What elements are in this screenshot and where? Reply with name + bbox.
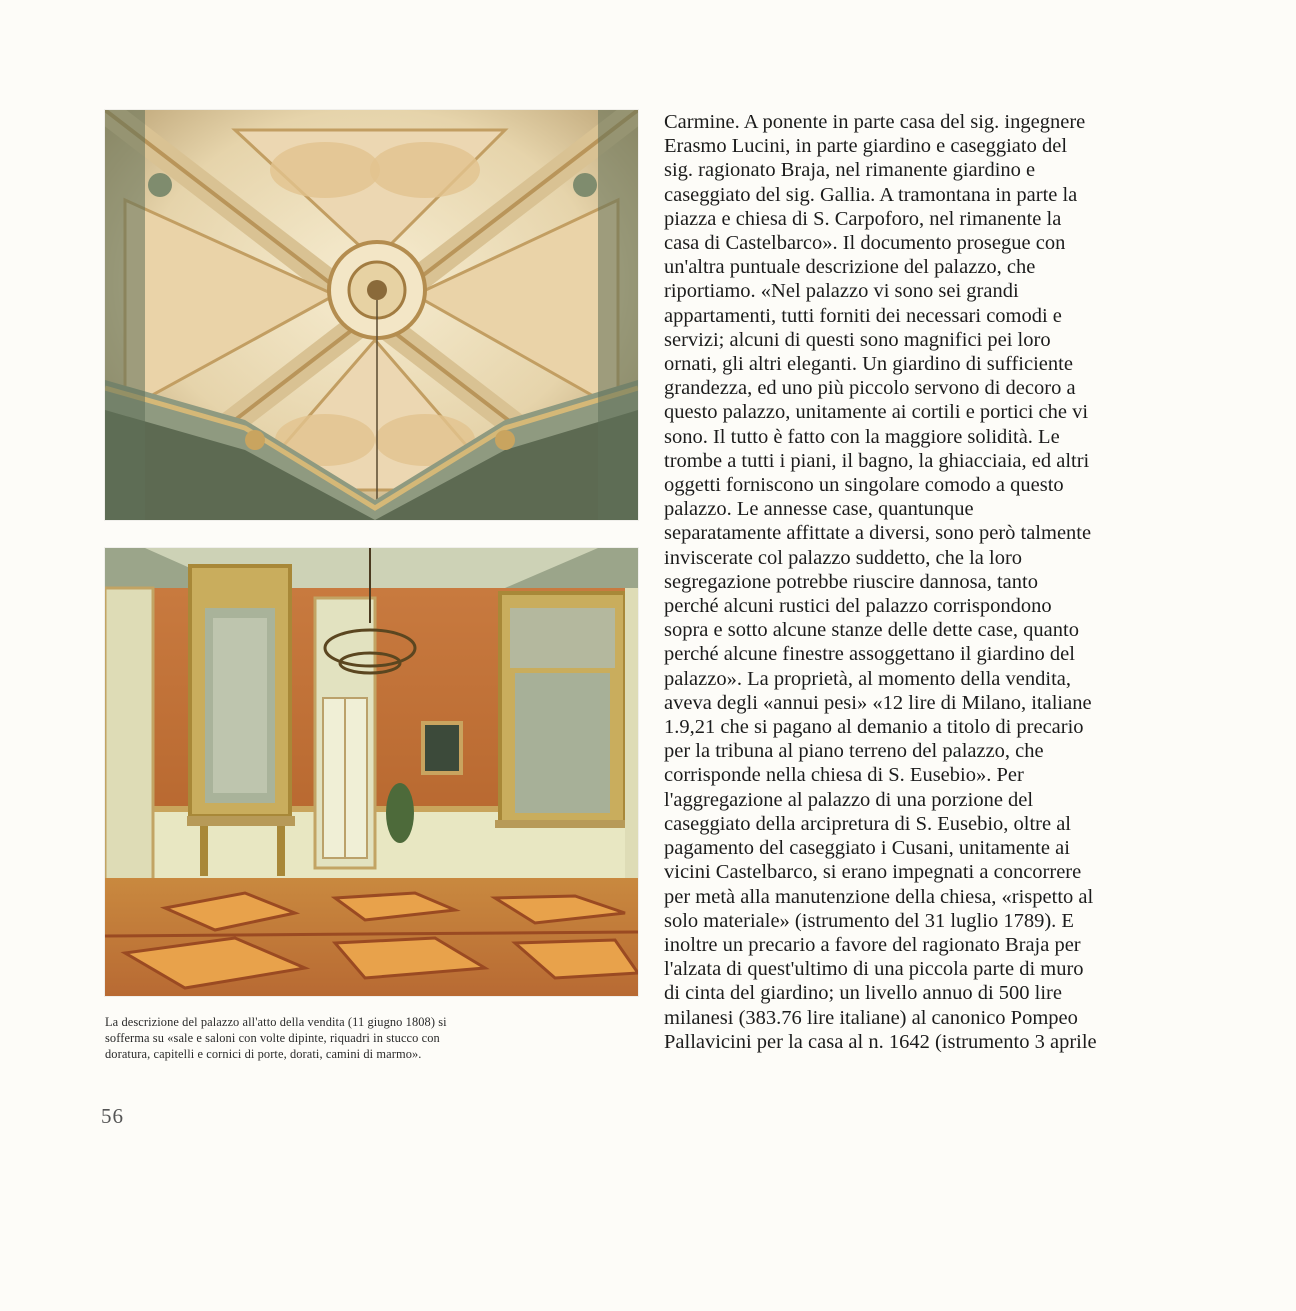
text-line: Erasmo Lucini, in parte giardino e caseggiato del xyxy=(664,135,1068,158)
text-line: l'alzata di quest'ultimo di una piccola parte di muro xyxy=(664,958,1084,981)
text-line: per la tribuna al piano terreno del palazzo, che xyxy=(664,740,1044,763)
text-line: Carmine. A ponente in parte casa del sig. ingegnere xyxy=(664,111,1086,133)
text-line: l'aggregazione al palazzo di una porzione del xyxy=(664,788,1034,811)
text-line: 1.9,21 che si pagano al demanio a titolo di precario xyxy=(664,716,1084,739)
text-line: piazza e chiesa di S. Carpoforo, nel rimanente la xyxy=(664,207,1062,230)
text-line: pagamento del caseggiato i Cusani, unitamente ai xyxy=(664,837,1070,860)
text-line: ornati, gli altri eleganti. Un giardino di sufficiente xyxy=(664,353,1073,376)
text-line: solo materiale» (istrumento del 31 luglio 1789). E xyxy=(664,909,1074,932)
text-line: oggetti forniscono un singolare comodo a questo xyxy=(664,474,1064,497)
caption-line: sofferma su «sale e saloni con volte dipinte, riquadri in stucco con xyxy=(105,1031,440,1045)
text-line: servizi; alcuni di questi sono magnifici pei loro xyxy=(664,328,1051,351)
text-line: aveva degli «annui pesi» «12 lire di Milano, italiane xyxy=(664,691,1092,714)
text-line: caseggiato del sig. Gallia. A tramontana in parte la xyxy=(664,183,1078,206)
text-line: Pallavicini per la casa al n. 1642 (istrumento 3 aprile xyxy=(664,1030,1097,1053)
text-line: questo palazzo, unitamente ai cortili e portici che vi xyxy=(664,401,1089,424)
text-line: per metà alla manutenzione della chiesa, «rispetto al xyxy=(664,885,1094,908)
text-line: perché alcuni rustici del palazzo corrispondono xyxy=(664,595,1052,618)
text-line: perché alcune finestre assoggettano il giardino del xyxy=(664,643,1075,666)
text-line: separatamente affittate a diversi, sono però talmente xyxy=(664,522,1092,545)
text-line: riportiamo. «Nel palazzo vi sono sei grandi xyxy=(664,280,1019,303)
text-line: sono. Il tutto è fatto con la maggiore solidità. Le xyxy=(664,425,1060,448)
text-line: caseggiato della arcipretura di S. Eusebio, oltre al xyxy=(664,812,1071,835)
text-line: di cinta del giardino; un livello annuo di 500 lire xyxy=(664,982,1062,1005)
text-line: inoltre un precario a favore del ragionato Braja per xyxy=(664,933,1081,956)
caption-line: La descrizione del palazzo all'atto della vendita (11 giugno 1808) si xyxy=(105,1015,447,1029)
body-text-column xyxy=(664,110,1224,1054)
text-line: palazzo». La proprietà, al momento della vendita, xyxy=(664,667,1071,690)
text-line: sig. ragionato Braja, nel rimanente giardino e xyxy=(664,159,1036,182)
page-number: 56 xyxy=(101,1104,124,1128)
text-line: casa di Castelbarco». Il documento prosegue con xyxy=(664,232,1066,255)
ceiling-fresco-photo xyxy=(105,110,638,520)
caption-line: doratura, capitelli e cornici di porte, dorati, camini di marmo». xyxy=(105,1047,422,1061)
text-line: grandezza, ed uno più piccolo servono di decoro a xyxy=(664,377,1076,400)
photo-caption xyxy=(105,1014,645,1062)
text-line: appartamenti, tutti forniti dei necessari comodi e xyxy=(664,304,1062,327)
text-line: palazzo. Le annesse case, quantunque xyxy=(664,498,974,521)
salon-interior-photo xyxy=(105,548,638,996)
text-line: sopra e sotto alcune stanze delle dette case, quanto xyxy=(664,619,1079,642)
text-line: corrisponde nella chiesa di S. Eusebio». Per xyxy=(664,764,1024,787)
text-line: vicini Castelbarco, si erano impegnati a concorrere xyxy=(664,861,1082,884)
text-line: un'altra puntuale descrizione del palazzo, che xyxy=(664,256,1036,279)
text-line: trombe a tutti i piani, il bagno, la ghiacciaia, ed altri xyxy=(664,449,1090,472)
text-line: milanesi (383.76 lire italiane) al canonico Pompeo xyxy=(664,1006,1078,1029)
text-line: inviscerate col palazzo suddetto, che la loro xyxy=(664,546,1023,569)
text-line: segregazione potrebbe riuscire dannosa, tanto xyxy=(664,570,1038,593)
